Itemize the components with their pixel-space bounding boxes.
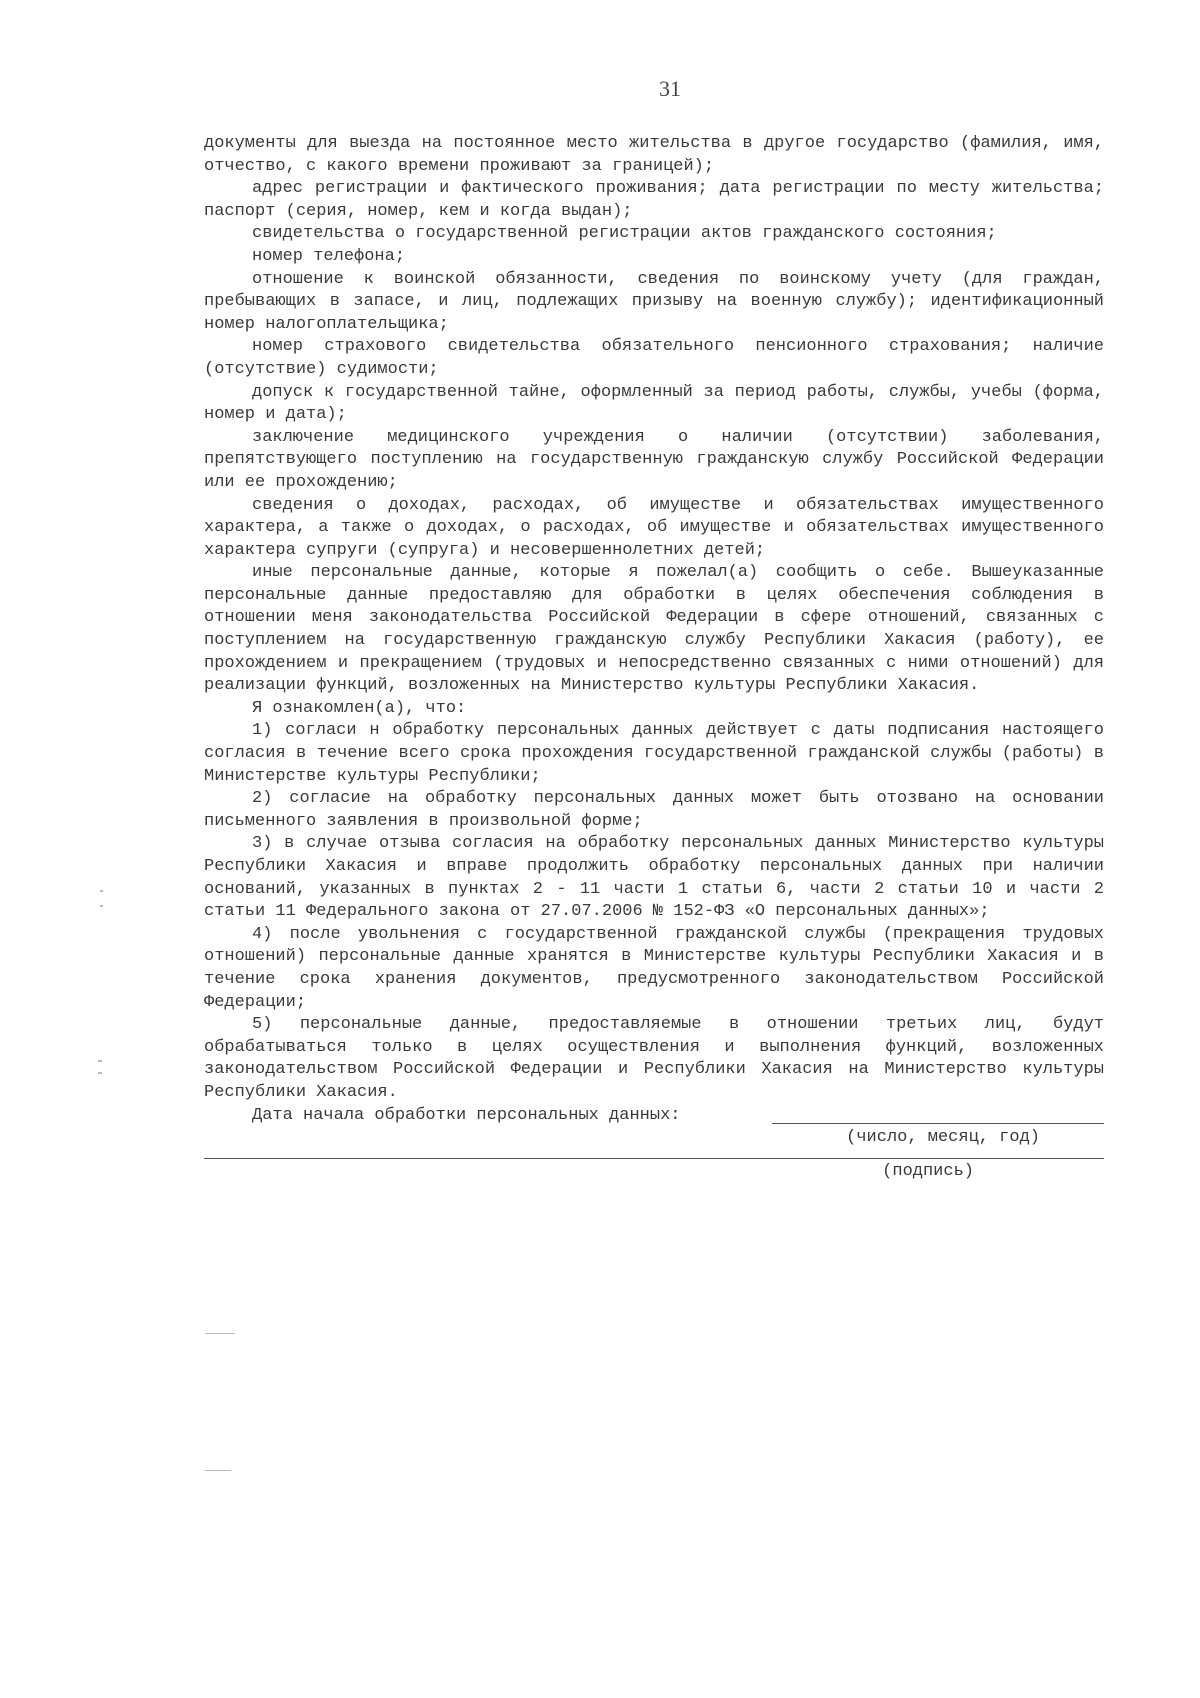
scan-speck	[98, 1072, 102, 1074]
date-start-row	[204, 1105, 1104, 1128]
signature-caption: (подпись)	[882, 1161, 974, 1181]
paragraph-item-5: 5) персональные данные, предоставляемые в отношении третьих лиц, будут обрабатываться только в целях осуществления и выполнения функций, возложенных законодательством Российской Федерации и Республики Хакасия на Министерство культуры Республики Хакасия.	[204, 1015, 1104, 1102]
date-blank-line	[772, 1123, 1104, 1124]
paragraph-item-4: 4) после увольнения с государственной гражданской службы (прекращения трудовых отношений) персональные данные хранятся в Министерстве культуры Республики Хакасия и в течение срока хранения документов, предусмотренного законодательством Российской Федерации;	[204, 924, 1104, 1012]
paragraph-income: сведения о доходах, расходах, об имуществе и обязательствах имущественного характера, а также о доходах, о расходах, об имуществе и обязательствах имущественного характера супруги (супруга) и несовершеннолетних детей;	[204, 495, 1104, 560]
paragraph-documents-abroad: документы для выезда на постоянное место жительства в другое государство (фамилия, имя, отчество, с какого времени проживают за границей);	[204, 134, 1104, 176]
scan-speck	[205, 1470, 231, 1471]
paragraph-other-data: иные персональные данные, которые я пожелал(а) сообщить о себе. Вышеуказанные персональные данные предоставляю для обработки в целях обеспечения соблюдения в отношении меня законодательства Российской Федерации в сфере отношений, связанных с поступлением на государственную гражданскую службу Республики Хакасия (работу), ее прохождением и прекращением (трудовых и непосредственно связанных с ними отношений) для реализации функций, возложенных на Министерство культуры Республики Хакасия.	[204, 563, 1104, 696]
paragraph-civil-status: свидетельства о государственной регистрации актов гражданского состояния;	[252, 224, 997, 244]
paragraph-item-2: 2) согласие на обработку персональных данных может быть отозвано на основании письменного заявления в произвольной форме;	[204, 789, 1104, 831]
scan-speck	[98, 1060, 102, 1062]
paragraph-state-secret: допуск к государственной тайне, оформленный за период работы, службы, учебы (форма, номер и дата);	[204, 382, 1104, 425]
paragraph-military: отношение к воинской обязанности, сведения по воинскому учету (для граждан, пребывающих в запасе, и лиц, подлежащих призыву на военную службу); идентификационный номер налогоплательщика;	[204, 269, 1104, 334]
page-number: 31	[659, 76, 681, 101]
paragraph-item-1: 1) согласи н обработку персональных данных действует с даты подписания настоящего согласия в течение всего срока прохождения государственной гражданской службы (работы) в Министерстве культуры Республики;	[204, 721, 1104, 786]
signature-blank-line	[204, 1158, 1104, 1159]
paragraph-phone: номер телефона;	[252, 246, 406, 266]
scan-speck	[100, 905, 103, 907]
paragraph-address: адрес регистрации и фактического проживания; дата регистрации по месту жительства; паспорт (серия, номер, кем и когда выдан);	[204, 179, 1104, 221]
date-start-label: Дата начала обработки персональных данных:	[252, 1105, 681, 1125]
scan-speck	[205, 1333, 235, 1334]
date-caption: (число, месяц, год)	[846, 1128, 1040, 1148]
paragraph-pension: номер страхового свидетельства обязательного пенсионного страхования; наличие (отсутствие) судимости;	[204, 337, 1104, 379]
paragraph-medical: заключение медицинского учреждения о наличии (отсутствии) заболевания, препятствующего поступлению на государственную гражданскую службу Российской Федерации или ее прохождению;	[204, 427, 1104, 492]
paragraph-acknowledged: Я ознакомлен(а), что:	[252, 698, 467, 718]
paragraph-item-3: 3) в случае отзыва согласия на обработку персональных данных Министерство культуры Республики Хакасия и вправе продолжить обработку персональных данных при наличии оснований, указанных в пунктах 2 - 11 части 1 статьи 6, части 2 статьи 10 и части 2 статьи 11 Федерального закона от 27.07.2006 № 152-ФЗ «О персональных данных»;	[204, 834, 1104, 922]
scan-speck	[100, 890, 103, 892]
consent-text-body	[204, 133, 1104, 1183]
